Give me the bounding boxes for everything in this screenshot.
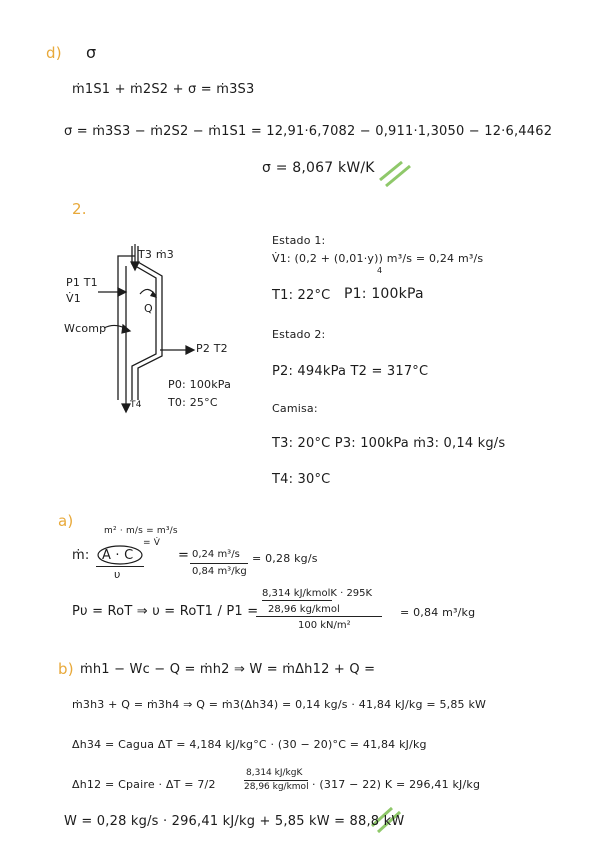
state2-title: Estado 2:: [272, 328, 326, 341]
mass-flow-result: = 0,28 kg/s: [252, 552, 318, 565]
ideal-gas-molar-mass: 28,96 kg/kmol: [268, 604, 340, 615]
work-result: W = 0,28 kg/s · 296,41 kJ/kg + 5,85 kW = 88,8 kW: [64, 814, 405, 829]
air-enthalpy-eq: Δh12 = Cpaire · ΔT = 7/2: [72, 778, 216, 791]
jacket-heat-eq: ṁ3h3 + Q = ṁ3h4 ⇒ Q = ṁ3(Δh34) = 0,14 kg/s · 41,84 kJ/kg = 5,85 kW: [72, 698, 487, 711]
state2-values: P2: 494kPa T2 = 317°C: [272, 364, 429, 379]
mass-flow-denominator: 0,84 m³/kg: [192, 566, 247, 577]
jacket-t4: T4: 30°C: [272, 472, 331, 487]
energy-balance-eq: ṁh1 − Wc − Q = ṁh2 ⇒ W = ṁΔh12 + Q =: [80, 662, 376, 677]
diagram-p1-t1: P1 T1: [66, 276, 98, 289]
ideal-gas-eq: Pυ = RoT ⇒ υ = RoT1 / P1 =: [72, 604, 259, 619]
ideal-gas-denominator: 100 kN/m²: [298, 620, 351, 631]
entropy-result: σ = 8,067 kW/K: [262, 160, 375, 176]
units-check: m² · m/s = m³/s: [104, 526, 178, 536]
area-velocity: A · C: [102, 548, 134, 563]
state1-title: Estado 1:: [272, 234, 326, 247]
mass-flow-numerator: 0,24 m³/s: [192, 549, 240, 560]
jacket-title: Camisa:: [272, 402, 318, 415]
state1-t1: T1: 22°C: [272, 288, 331, 303]
problem-2-label: 2.: [72, 200, 87, 218]
diagram-wcomp: Wcomp: [64, 322, 107, 335]
state1-v1: V̇1: (0,2 + (0,01·y)) m³/s = 0,24 m³/s: [272, 252, 484, 265]
section-d-label: d): [46, 44, 62, 62]
diagram-t3-m3: T3 ṁ3: [138, 248, 174, 261]
entropy-generation-eq: σ = ṁ3S3 − ṁ2S2 − ṁ1S1 = 12,91·6,7082 − 0,911·1,3050 − 12·6,4462: [64, 124, 553, 139]
air-enthalpy-denominator: 28,96 kg/kmol: [244, 782, 309, 792]
section-b-label: b): [58, 660, 74, 678]
diagram-t4: T4: [130, 400, 142, 410]
state1-p1: P1: 100kPa: [344, 286, 424, 302]
check-mark-1: [380, 162, 410, 186]
diagram-p2-t2: P2 T2: [196, 342, 228, 355]
ideal-gas-numerator: 8,314 kJ/kmolK · 295K: [262, 588, 373, 599]
diagram-v1: V̇1: [66, 292, 81, 305]
section-a-label: a): [58, 512, 74, 530]
state1-y-mark: 4: [377, 266, 383, 275]
section-d-title: σ: [86, 43, 97, 62]
diagram-p0: P0: 100kPa: [168, 378, 232, 391]
mass-flow-lhs: ṁ:: [72, 548, 90, 563]
diagram-t0: T0: 25°C: [168, 396, 218, 409]
specific-volume-symbol: υ: [114, 568, 121, 581]
jacket-values: T3: 20°C P3: 100kPa ṁ3: 0,14 kg/s: [272, 436, 506, 451]
water-enthalpy-eq: Δh34 = Cagua ΔT = 4,184 kJ/kg°C · (30 − 20)°C = 41,84 kJ/kg: [72, 738, 427, 751]
v-mark: = V̇: [143, 538, 161, 548]
mass-flow-eq: =: [178, 548, 190, 563]
air-enthalpy-numerator: 8,314 kJ/kgK: [246, 768, 303, 778]
air-enthalpy-result: · (317 − 22) K = 296,41 kJ/kg: [312, 778, 481, 791]
specific-volume-result: = 0,84 m³/kg: [400, 606, 476, 619]
diagram-q: Q: [144, 302, 153, 315]
entropy-balance-eq: ṁ1S1 + ṁ2S2 + σ = ṁ3S3: [72, 82, 255, 97]
